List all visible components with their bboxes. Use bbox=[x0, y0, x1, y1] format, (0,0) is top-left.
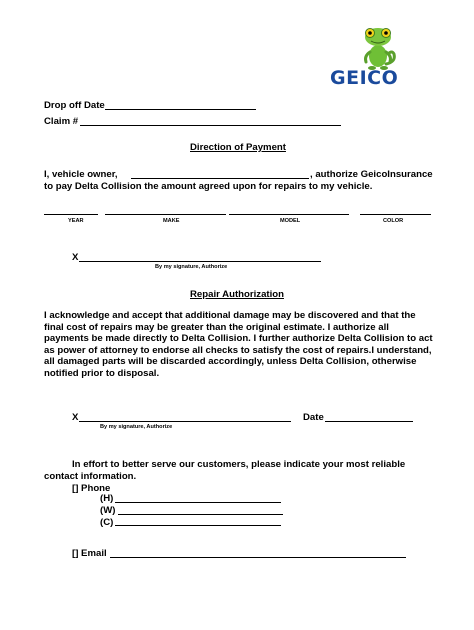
paragraph-line: payments be made directly to Delta Collision. I further authorize Delta Collision to act bbox=[44, 333, 433, 344]
contact-intro-line1: In effort to better serve our customers, please indicate your most reliable bbox=[72, 459, 406, 470]
gecko-mascot-icon bbox=[356, 24, 400, 72]
repair-signature-mark: X bbox=[72, 412, 79, 423]
vehicle-make-label: MAKE bbox=[163, 218, 180, 224]
contact-intro-line2: contact information. bbox=[44, 471, 137, 482]
vehicle-color-label: COLOR bbox=[383, 218, 404, 224]
paragraph-line: all damaged parts will be discarded accordingly, unless Delta Collision, otherwise bbox=[44, 356, 417, 367]
direction-signature-field[interactable] bbox=[79, 261, 321, 262]
date-label: Date bbox=[303, 412, 324, 423]
phone-cell-field[interactable] bbox=[115, 525, 281, 526]
repair-signature-field[interactable] bbox=[79, 421, 291, 422]
vehicle-model-label: MODEL bbox=[280, 218, 301, 224]
direction-of-payment-heading: Direction of Payment bbox=[190, 142, 286, 153]
repair-authorization-paragraph bbox=[44, 310, 444, 379]
repair-signature-caption: By my signature, Authorize bbox=[100, 424, 173, 430]
direction-signature-mark: X bbox=[72, 252, 79, 263]
paragraph-line: I acknowledge and accept that additional damage may be discovered and that the bbox=[44, 310, 416, 321]
paragraph-line: final cost of repairs may be greater than the original estimate. I authorize all bbox=[44, 321, 389, 333]
phone-work-field[interactable] bbox=[118, 514, 283, 515]
paragraph-line: as power of attorney to endorse all checks to satisfy the cost of repairs.I understand, bbox=[44, 344, 432, 356]
owner-prefix-text: I, vehicle owner, bbox=[44, 169, 118, 180]
email-checkbox-label[interactable]: [] Email bbox=[72, 548, 107, 559]
claim-number-label: Claim # bbox=[44, 116, 79, 127]
vehicle-year-field[interactable] bbox=[44, 214, 98, 215]
geico-wordmark: GEICO bbox=[330, 67, 399, 89]
owner-suffix-text: , authorize GeicoInsurance bbox=[310, 169, 433, 180]
phone-cell-label: (C) bbox=[100, 517, 114, 528]
owner-authorization-text: to pay Delta Collision the amount agreed upon for repairs to my vehicle. bbox=[44, 181, 373, 192]
vehicle-year-label: YEAR bbox=[68, 218, 84, 224]
vehicle-color-field[interactable] bbox=[360, 214, 431, 215]
vehicle-owner-name-field[interactable] bbox=[131, 178, 309, 179]
repair-authorization-heading: Repair Authorization bbox=[190, 289, 284, 300]
phone-home-field[interactable] bbox=[115, 502, 281, 503]
phone-home-label: (H) bbox=[100, 493, 114, 504]
phone-work-label: (W) bbox=[100, 505, 116, 516]
direction-signature-caption: By my signature, Authorize bbox=[155, 264, 228, 270]
email-field[interactable] bbox=[110, 557, 406, 558]
claim-number-field[interactable] bbox=[80, 125, 341, 126]
dropoff-date-label: Drop off Date bbox=[44, 100, 105, 111]
vehicle-model-field[interactable] bbox=[229, 214, 349, 215]
dropoff-date-field[interactable] bbox=[105, 109, 256, 110]
phone-checkbox-label[interactable]: [] Phone bbox=[72, 483, 111, 494]
date-field[interactable] bbox=[325, 421, 413, 422]
vehicle-make-field[interactable] bbox=[105, 214, 226, 215]
geico-logo bbox=[328, 24, 428, 88]
paragraph-line: notified prior to disposal. bbox=[44, 367, 160, 379]
